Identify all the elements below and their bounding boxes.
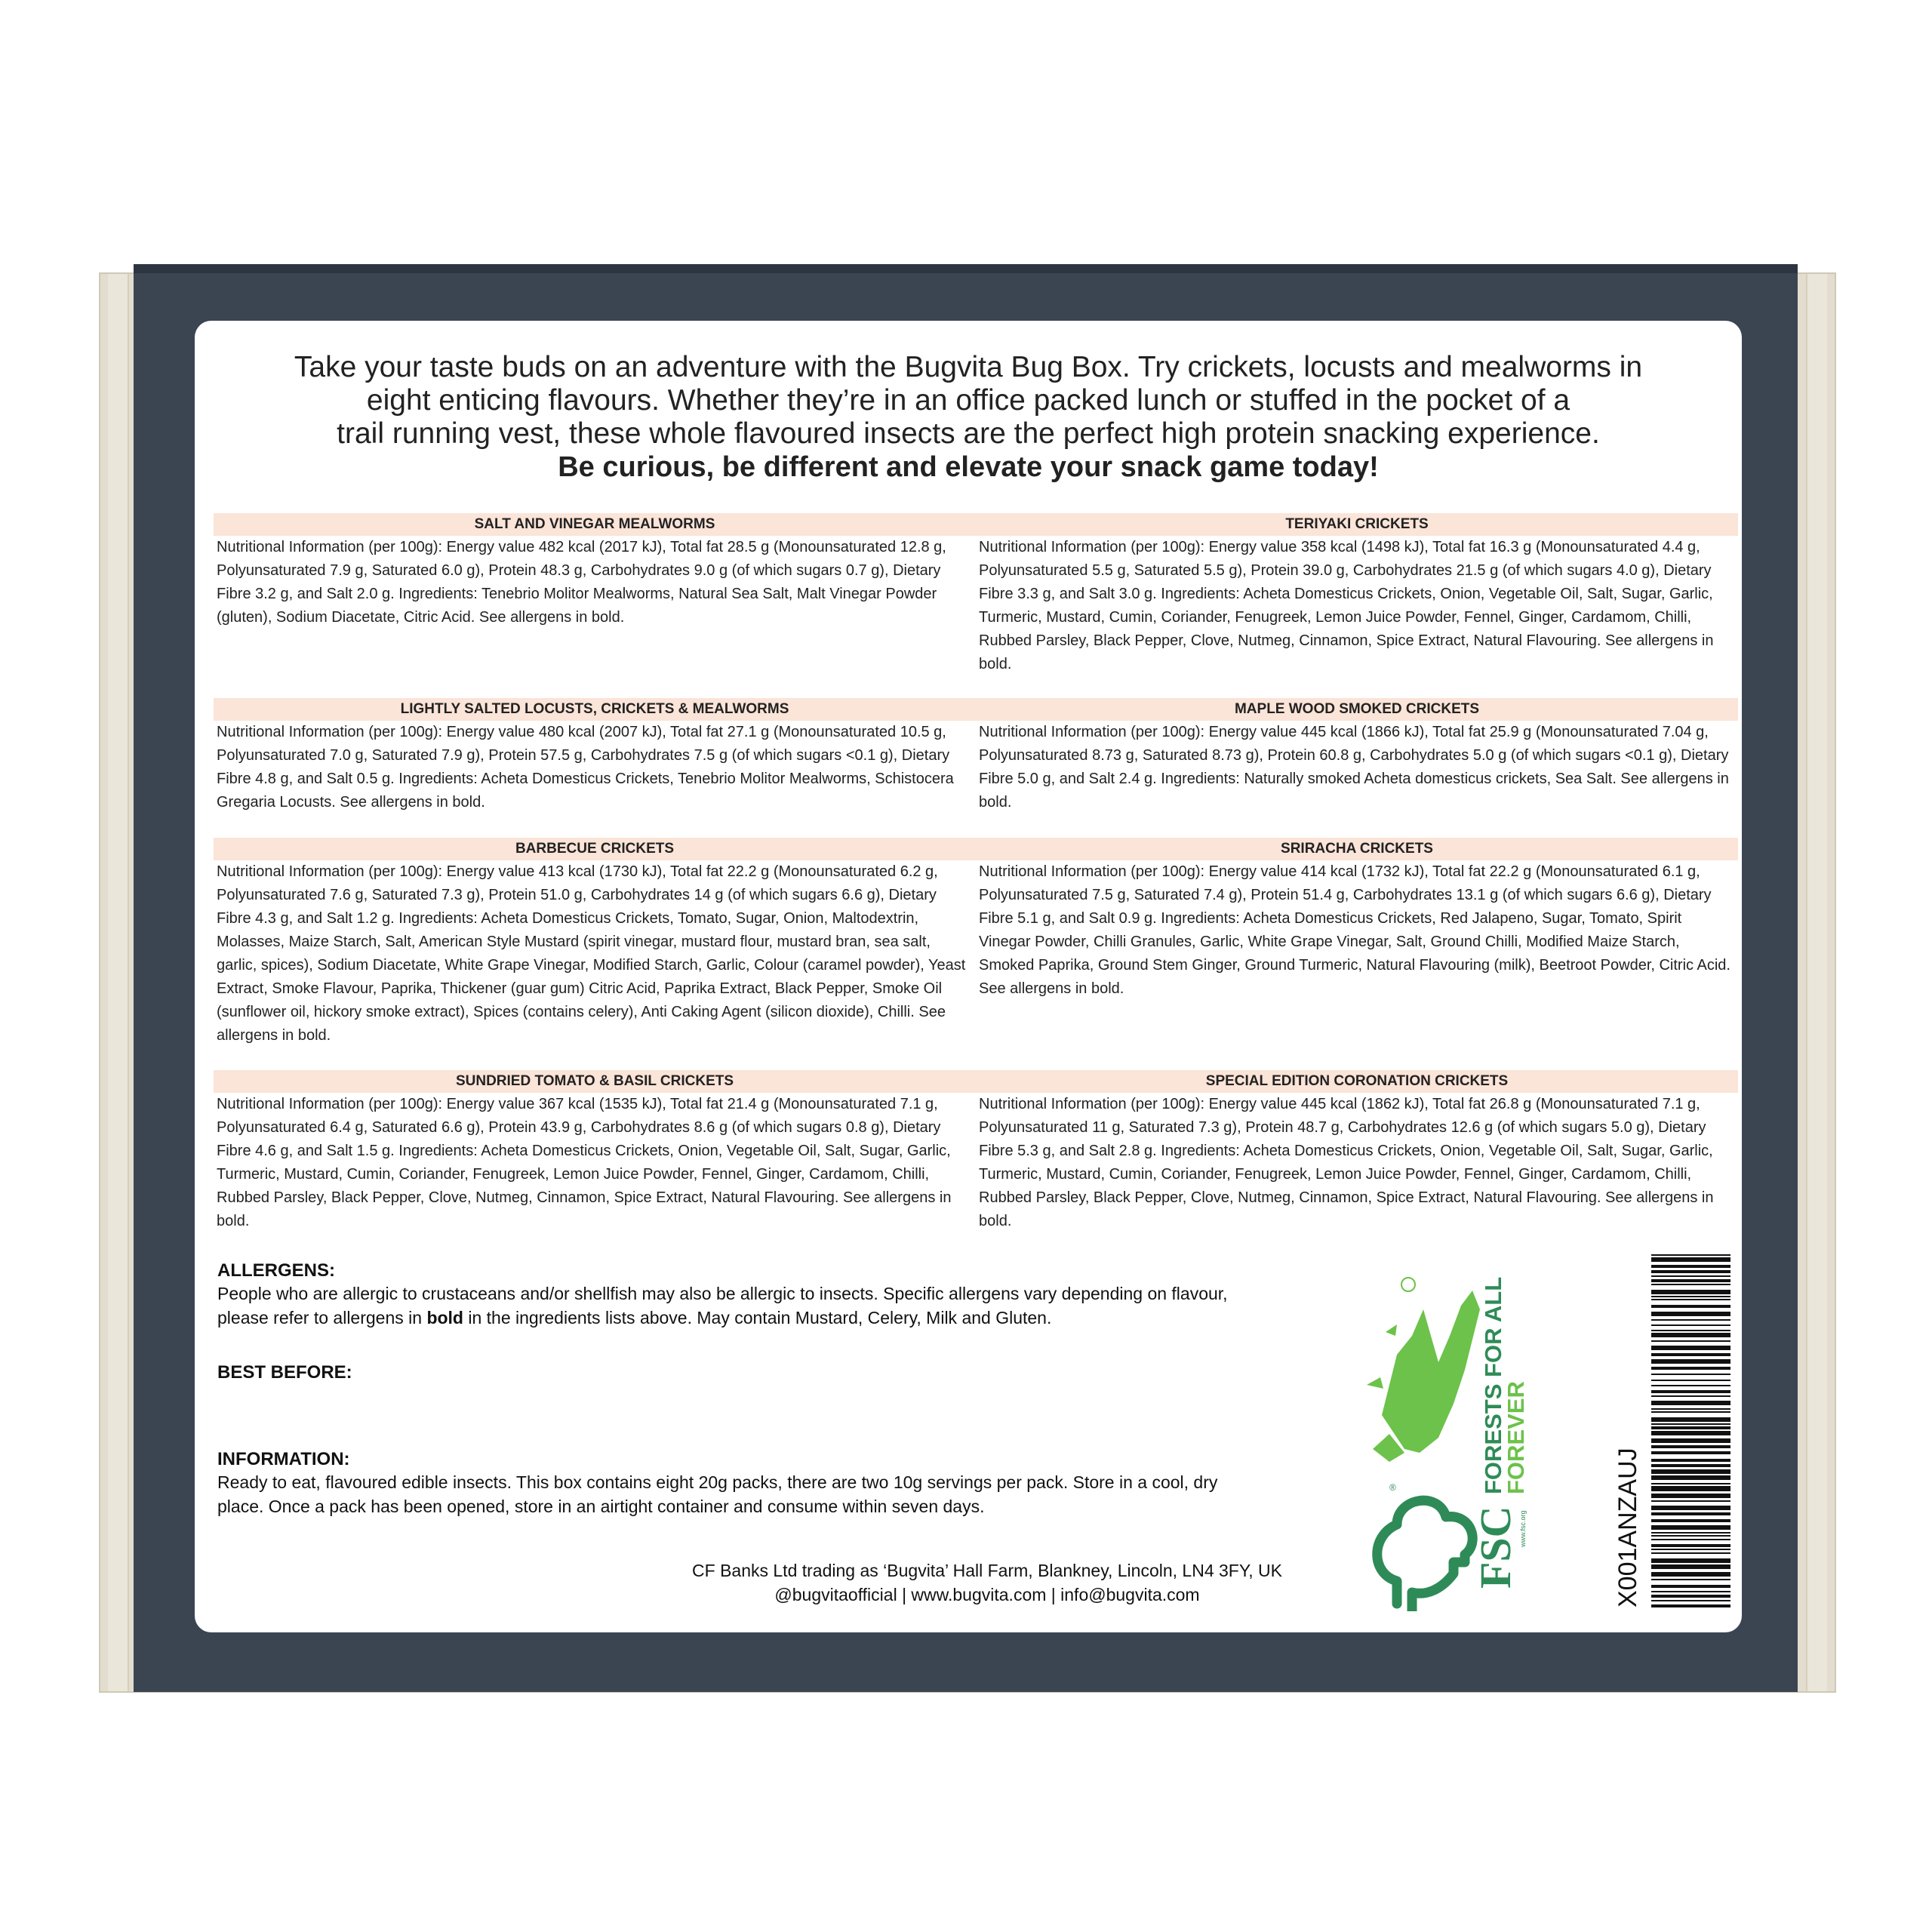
barcode-bar xyxy=(1651,1426,1730,1429)
barcode-bar xyxy=(1651,1367,1730,1370)
information-heading: INFORMATION: xyxy=(217,1449,350,1469)
barcode-bar xyxy=(1651,1494,1730,1498)
fsc-url: www.fsc.org xyxy=(1519,1510,1527,1547)
contact-line: @bugvitaofficial | www.bugvita.com | info@bugvita.com xyxy=(774,1585,1200,1604)
barcode-bar xyxy=(1651,1284,1730,1285)
allergens-bold-word: bold xyxy=(426,1308,463,1327)
barcode-bar xyxy=(1651,1333,1730,1337)
barcode-bar xyxy=(1651,1451,1730,1454)
flavour-coronation xyxy=(976,1070,1738,1233)
information-line: place. Once a pack has been opened, store in an airtight container and consume within seven days. xyxy=(217,1497,985,1516)
barcode-bar xyxy=(1651,1539,1730,1540)
barcode-bar xyxy=(1651,1438,1730,1443)
flavour-sundried-tomato xyxy=(214,1070,976,1233)
barcode-bar xyxy=(1651,1353,1730,1356)
barcode-bar xyxy=(1651,1525,1730,1530)
allergens-text: in the ingredients lists above. May contain Mustard, Celery, Milk and Gluten. xyxy=(463,1308,1052,1327)
barcode-bar xyxy=(1651,1359,1730,1364)
barcode-bar xyxy=(1651,1459,1730,1462)
barcode-bar xyxy=(1651,1312,1730,1316)
intro-line: eight enticing flavours. Whether they’re in an office packed lunch or stuffed in the pocket of a xyxy=(366,384,1571,417)
barcode-bar xyxy=(1651,1275,1730,1277)
flavour-description: Nutritional Information (per 100g): Energy value 413 kcal (1730 kJ), Total fat 22.2 g (Monounsaturated 6.2 g, Polyunsaturated 7.6 g, Saturated 7.3 g), Protein 51.0 g, Carbohydrates 14 g (of which sugars 6.6 g), Dietary Fibre 4.3 g, and Salt 1.2 g. Ingredients: Acheta Domesticus Crickets, Tomato, Sugar, Onion, Maltodextrin, Molasses, Maize Starch, Salt, American Style Mustard (spirit vinegar, mustard flour, mustard bran, sea salt, garlic, spices), Sodium Diacetate, White Grape Vinegar, Modified Starch, Garlic, Colour (caramel powder), Yeast Extract, Smoke Flavour, Paprika, Thickener (guar gum) Citric Acid, Paprika Extract, Black Pepper, Smoke Oil (sunflower oil, hickory smoke extract), Spices (contains celery), Anti Caking Agent (silicon dioxide), Chilli. See allergens in bold. xyxy=(217,863,966,1044)
barcode-bar xyxy=(1651,1558,1730,1563)
barcode-bar xyxy=(1651,1270,1730,1273)
barcode-bar xyxy=(1651,1305,1730,1308)
flavour-description: Nutritional Information (per 100g): Energy value 445 kcal (1866 kJ), Total fat 25.9 g (Monounsaturated 7.04 g, Polyunsaturated 8.73 g, Saturated 8.73 g), Protein 60.8 g, Carbohydrates 5.0 g (of which sugars <0.1 g), Dietary Fibre 5.0 g, and Salt 2.4 g. Ingredients: Naturally smoked Acheta domesticus crickets, Sea Salt. See allergens in bold. xyxy=(979,724,1729,811)
barcode-bar xyxy=(1651,1475,1730,1480)
intro-text xyxy=(195,351,1742,484)
fsc-wordmark: FSC xyxy=(1471,1506,1520,1589)
barcode-bar xyxy=(1651,1544,1730,1547)
fsc-tree-icon xyxy=(1377,1500,1472,1611)
forest-animals-icon xyxy=(1367,1278,1480,1462)
barcode-bar xyxy=(1651,1330,1730,1331)
barcode-bar xyxy=(1651,1299,1730,1300)
cardboard-flap-right xyxy=(1806,274,1827,1691)
allergens-line: People who are allergic to crustaceans and/or shellfish may also be allergic to insects. Specific allergens vary depending on flavour, xyxy=(217,1284,1228,1303)
barcode-bar xyxy=(1651,1296,1730,1297)
product-label xyxy=(195,321,1742,1632)
flavour-description: Nutritional Information (per 100g): Energy value 367 kcal (1535 kJ), Total fat 21.4 g (Monounsaturated 7.1 g, Polyunsaturated 6.4 g, Saturated 6.6 g), Protein 43.9 g, Carbohydrates 8.6 g (of which sugars 0.8 g), Dietary Fibre 4.6 g, and Salt 1.5 g. Ingredients: Acheta Domesticus Crickets, Onion, Vegetable Oil, Salt, Sugar, Garlic, Turmeric, Mustard, Cumin, Coriander, Fenugreek, Lemon Juice Powder, Fennel, Ginger, Cardamom, Chilli, Rubbed Parsley, Black Pepper, Clove, Nutmeg, Cinnamon, Spice Extract, Natural Flavouring. See allergens in bold. xyxy=(217,1096,952,1229)
barcode-bar xyxy=(1651,1486,1730,1491)
barcode-bar xyxy=(1651,1445,1730,1448)
fsc-forever-text: FOREVER xyxy=(1503,1381,1529,1494)
cardboard-flap-left xyxy=(108,274,129,1691)
barcode-bar xyxy=(1651,1324,1730,1326)
barcode-bar xyxy=(1651,1564,1730,1569)
best-before-section xyxy=(217,1362,1334,1383)
barcode-bar xyxy=(1651,1374,1730,1375)
allergens-line xyxy=(217,1306,1334,1330)
barcode-bar xyxy=(1651,1552,1730,1554)
barcode-graphic xyxy=(1561,1253,1734,1615)
flavour-title: LIGHTLY SALTED LOCUSTS, CRICKETS & MEALWORMS xyxy=(214,698,976,721)
barcode-bar xyxy=(1651,1290,1730,1294)
sleeve-top-edge xyxy=(134,264,1798,273)
flavour-title: SUNDRIED TOMATO & BASIL CRICKETS xyxy=(214,1070,976,1093)
barcode-bar xyxy=(1651,1483,1730,1484)
fsc-forests-text: FORESTS FOR ALL xyxy=(1480,1276,1506,1494)
flavour-lightly-salted xyxy=(214,698,976,814)
barcode-bar xyxy=(1651,1469,1730,1474)
barcode-bar xyxy=(1651,1417,1730,1422)
barcode-bar xyxy=(1651,1423,1730,1425)
barcode-bar xyxy=(1651,1535,1730,1537)
barcode-bar xyxy=(1651,1549,1730,1550)
barcode-bar xyxy=(1651,1506,1730,1510)
intro-tagline: Be curious, be different and elevate your snack game today! xyxy=(558,451,1379,483)
intro-line: trail running vest, these whole flavoured insects are the perfect high protein snacking experience. xyxy=(337,417,1600,450)
barcode-bar xyxy=(1651,1600,1730,1601)
flavour-salt-vinegar xyxy=(214,513,976,629)
barcode-bar xyxy=(1651,1431,1730,1435)
barcode-bars xyxy=(1651,1254,1730,1607)
barcode-bar xyxy=(1651,1572,1730,1577)
barcode-bar xyxy=(1651,1591,1730,1592)
flavour-title: SRIRACHA CRICKETS xyxy=(976,838,1738,860)
fsc-logo-graphic xyxy=(1367,1264,1555,1611)
flavour-barbecue xyxy=(214,838,976,1048)
barcode-code: X001ANZAUJ xyxy=(1614,1447,1642,1607)
barcode-bar xyxy=(1651,1346,1730,1350)
barcode-bar xyxy=(1651,1254,1730,1256)
flavour-title: MAPLE WOOD SMOKED CRICKETS xyxy=(976,698,1738,721)
flavour-description: Nutritional Information (per 100g): Energy value 480 kcal (2007 kJ), Total fat 27.1 g (Monounsaturated 10.5 g, Polyunsaturated 7.0 g, Saturated 7.9 g), Protein 57.5 g, Carbohydrates 7.5 g (of which sugars <0.1 g), Dietary Fibre 4.8 g, and Salt 0.5 g. Ingredients: Acheta Domesticus Crickets, Tenebrio Molitor Mealworms, Schistocera Gregaria Locusts. See allergens in bold. xyxy=(217,724,954,811)
flavour-maple-wood xyxy=(976,698,1738,814)
barcode-bar xyxy=(1651,1385,1730,1386)
barcode-bar xyxy=(1651,1319,1730,1321)
barcode-bar xyxy=(1651,1390,1730,1393)
fsc-logo xyxy=(1367,1264,1555,1611)
svg-text:®: ® xyxy=(1389,1482,1396,1493)
flavour-title: TERIYAKI CRICKETS xyxy=(976,513,1738,536)
barcode-bar xyxy=(1651,1579,1730,1580)
barcode xyxy=(1561,1253,1734,1615)
allergens-text: please refer to allergens in xyxy=(217,1308,427,1327)
flavour-sriracha xyxy=(976,838,1738,1001)
flavour-title: SPECIAL EDITION CORONATION CRICKETS xyxy=(976,1070,1738,1093)
barcode-bar xyxy=(1651,1464,1730,1467)
flavour-teriyaki xyxy=(976,513,1738,676)
allergens-section xyxy=(217,1260,1334,1330)
flavour-description: Nutritional Information (per 100g): Energy value 358 kcal (1498 kJ), Total fat 16.3 g (Monounsaturated 4.4 g, Polyunsaturated 5.5 g, Saturated 5.5 g), Protein 39.0 g, Carbohydrates 21.5 g (of which sugars 4.0 g), Dietary Fibre 3.3 g, and Salt 3.0 g. Ingredients: Acheta Domesticus Crickets, Onion, Vegetable Oil, Salt, Sugar, Garlic, Turmeric, Mustard, Cumin, Coriander, Fenugreek, Lemon Juice Powder, Fennel, Ginger, Cardamom, Chilli, Rubbed Parsley, Black Pepper, Clove, Nutmeg, Cinnamon, Spice Extract, Natural Flavouring. See allergens in bold. xyxy=(979,539,1714,672)
allergens-heading: ALLERGENS: xyxy=(217,1260,335,1281)
barcode-bar xyxy=(1651,1257,1730,1262)
barcode-bar xyxy=(1651,1380,1730,1381)
barcode-bar xyxy=(1651,1585,1730,1588)
barcode-bar xyxy=(1651,1265,1730,1268)
flavour-description: Nutritional Information (per 100g): Energy value 445 kcal (1862 kJ), Total fat 26.8 g (Monounsaturated 7.1 g, Polyunsaturated 11 g, Saturated 7.3 g), Protein 48.7 g, Carbohydrates 12.6 g (of which sugars 5.0 g), Dietary Fibre 5.3 g, and Salt 2.8 g. Ingredients: Acheta Domesticus Crickets, Onion, Vegetable Oil, Salt, Sugar, Garlic, Turmeric, Mustard, Cumin, Coriander, Fenugreek, Lemon Juice Powder, Fennel, Ginger, Cardamom, Chilli, Rubbed Parsley, Black Pepper, Clove, Nutmeg, Cinnamon, Spice Extract, Natural Flavouring. See allergens in bold. xyxy=(979,1096,1714,1229)
information-line: Ready to eat, flavoured edible insects. This box contains eight 20g packs, there are two 10g servings per pack. Store in a cool, dry xyxy=(217,1472,1218,1492)
barcode-bar xyxy=(1651,1604,1730,1607)
information-section xyxy=(217,1449,1334,1518)
barcode-bar xyxy=(1651,1279,1730,1282)
address-line: CF Banks Ltd trading as ‘Bugvita’ Hall Farm, Blankney, Lincoln, LN4 3FY, UK xyxy=(692,1561,1282,1580)
barcode-bar xyxy=(1651,1401,1730,1405)
barcode-bar xyxy=(1651,1395,1730,1397)
barcode-bar xyxy=(1651,1340,1730,1342)
flavour-title: SALT AND VINEGAR MEALWORMS xyxy=(214,513,976,536)
barcode-bar xyxy=(1651,1500,1730,1502)
barcode-bar xyxy=(1651,1595,1730,1598)
flavour-description: Nutritional Information (per 100g): Energy value 414 kcal (1732 kJ), Total fat 22.2 g (Monounsaturated 6.1 g, Polyunsaturated 7.5 g, Saturated 7.4 g), Protein 51.4 g, Carbohydrates 13.1 g (of which sugars 6.6 g), Dietary Fibre 5.1 g, and Salt 0.9 g. Ingredients: Acheta Domesticus Crickets, Red Jalapeno, Sugar, Tomato, Spirit Vinegar Powder, Chilli Granules, Garlic, White Grape Vinegar, Salt, Ground Chilli, Modified Maize Starch, Smoked Paprika, Ground Stem Ginger, Ground Turmeric, Natural Flavouring (milk), Beetroot Powder, Citric Acid. See allergens in bold. xyxy=(979,863,1730,997)
intro-line: Take your taste buds on an adventure with the Bugvita Bug Box. Try crickets, locusts and mealworms in xyxy=(294,351,1643,383)
barcode-bar xyxy=(1651,1512,1730,1515)
company-address xyxy=(572,1558,1402,1607)
barcode-bar xyxy=(1651,1411,1730,1413)
flavour-description: Nutritional Information (per 100g): Energy value 482 kcal (2017 kJ), Total fat 28.5 g (Monounsaturated 12.8 g, Polyunsaturated 7.9 g, Saturated 6.0 g), Protein 48.3 g, Carbohydrates 9.0 g (of which sugars 0.7 g), Dietary Fibre 3.2 g, and Salt 2.0 g. Ingredients: Tenebrio Molitor Mealworms, Natural Sea Salt, Malt Vinegar Powder (gluten), Sodium Diacetate, Citric Acid. See allergens in bold. xyxy=(217,539,946,626)
flavour-title: BARBECUE CRICKETS xyxy=(214,838,976,860)
barcode-bar xyxy=(1651,1519,1730,1522)
barcode-bar xyxy=(1651,1408,1730,1410)
barcode-bar xyxy=(1651,1532,1730,1534)
best-before-heading: BEST BEFORE: xyxy=(217,1362,352,1383)
